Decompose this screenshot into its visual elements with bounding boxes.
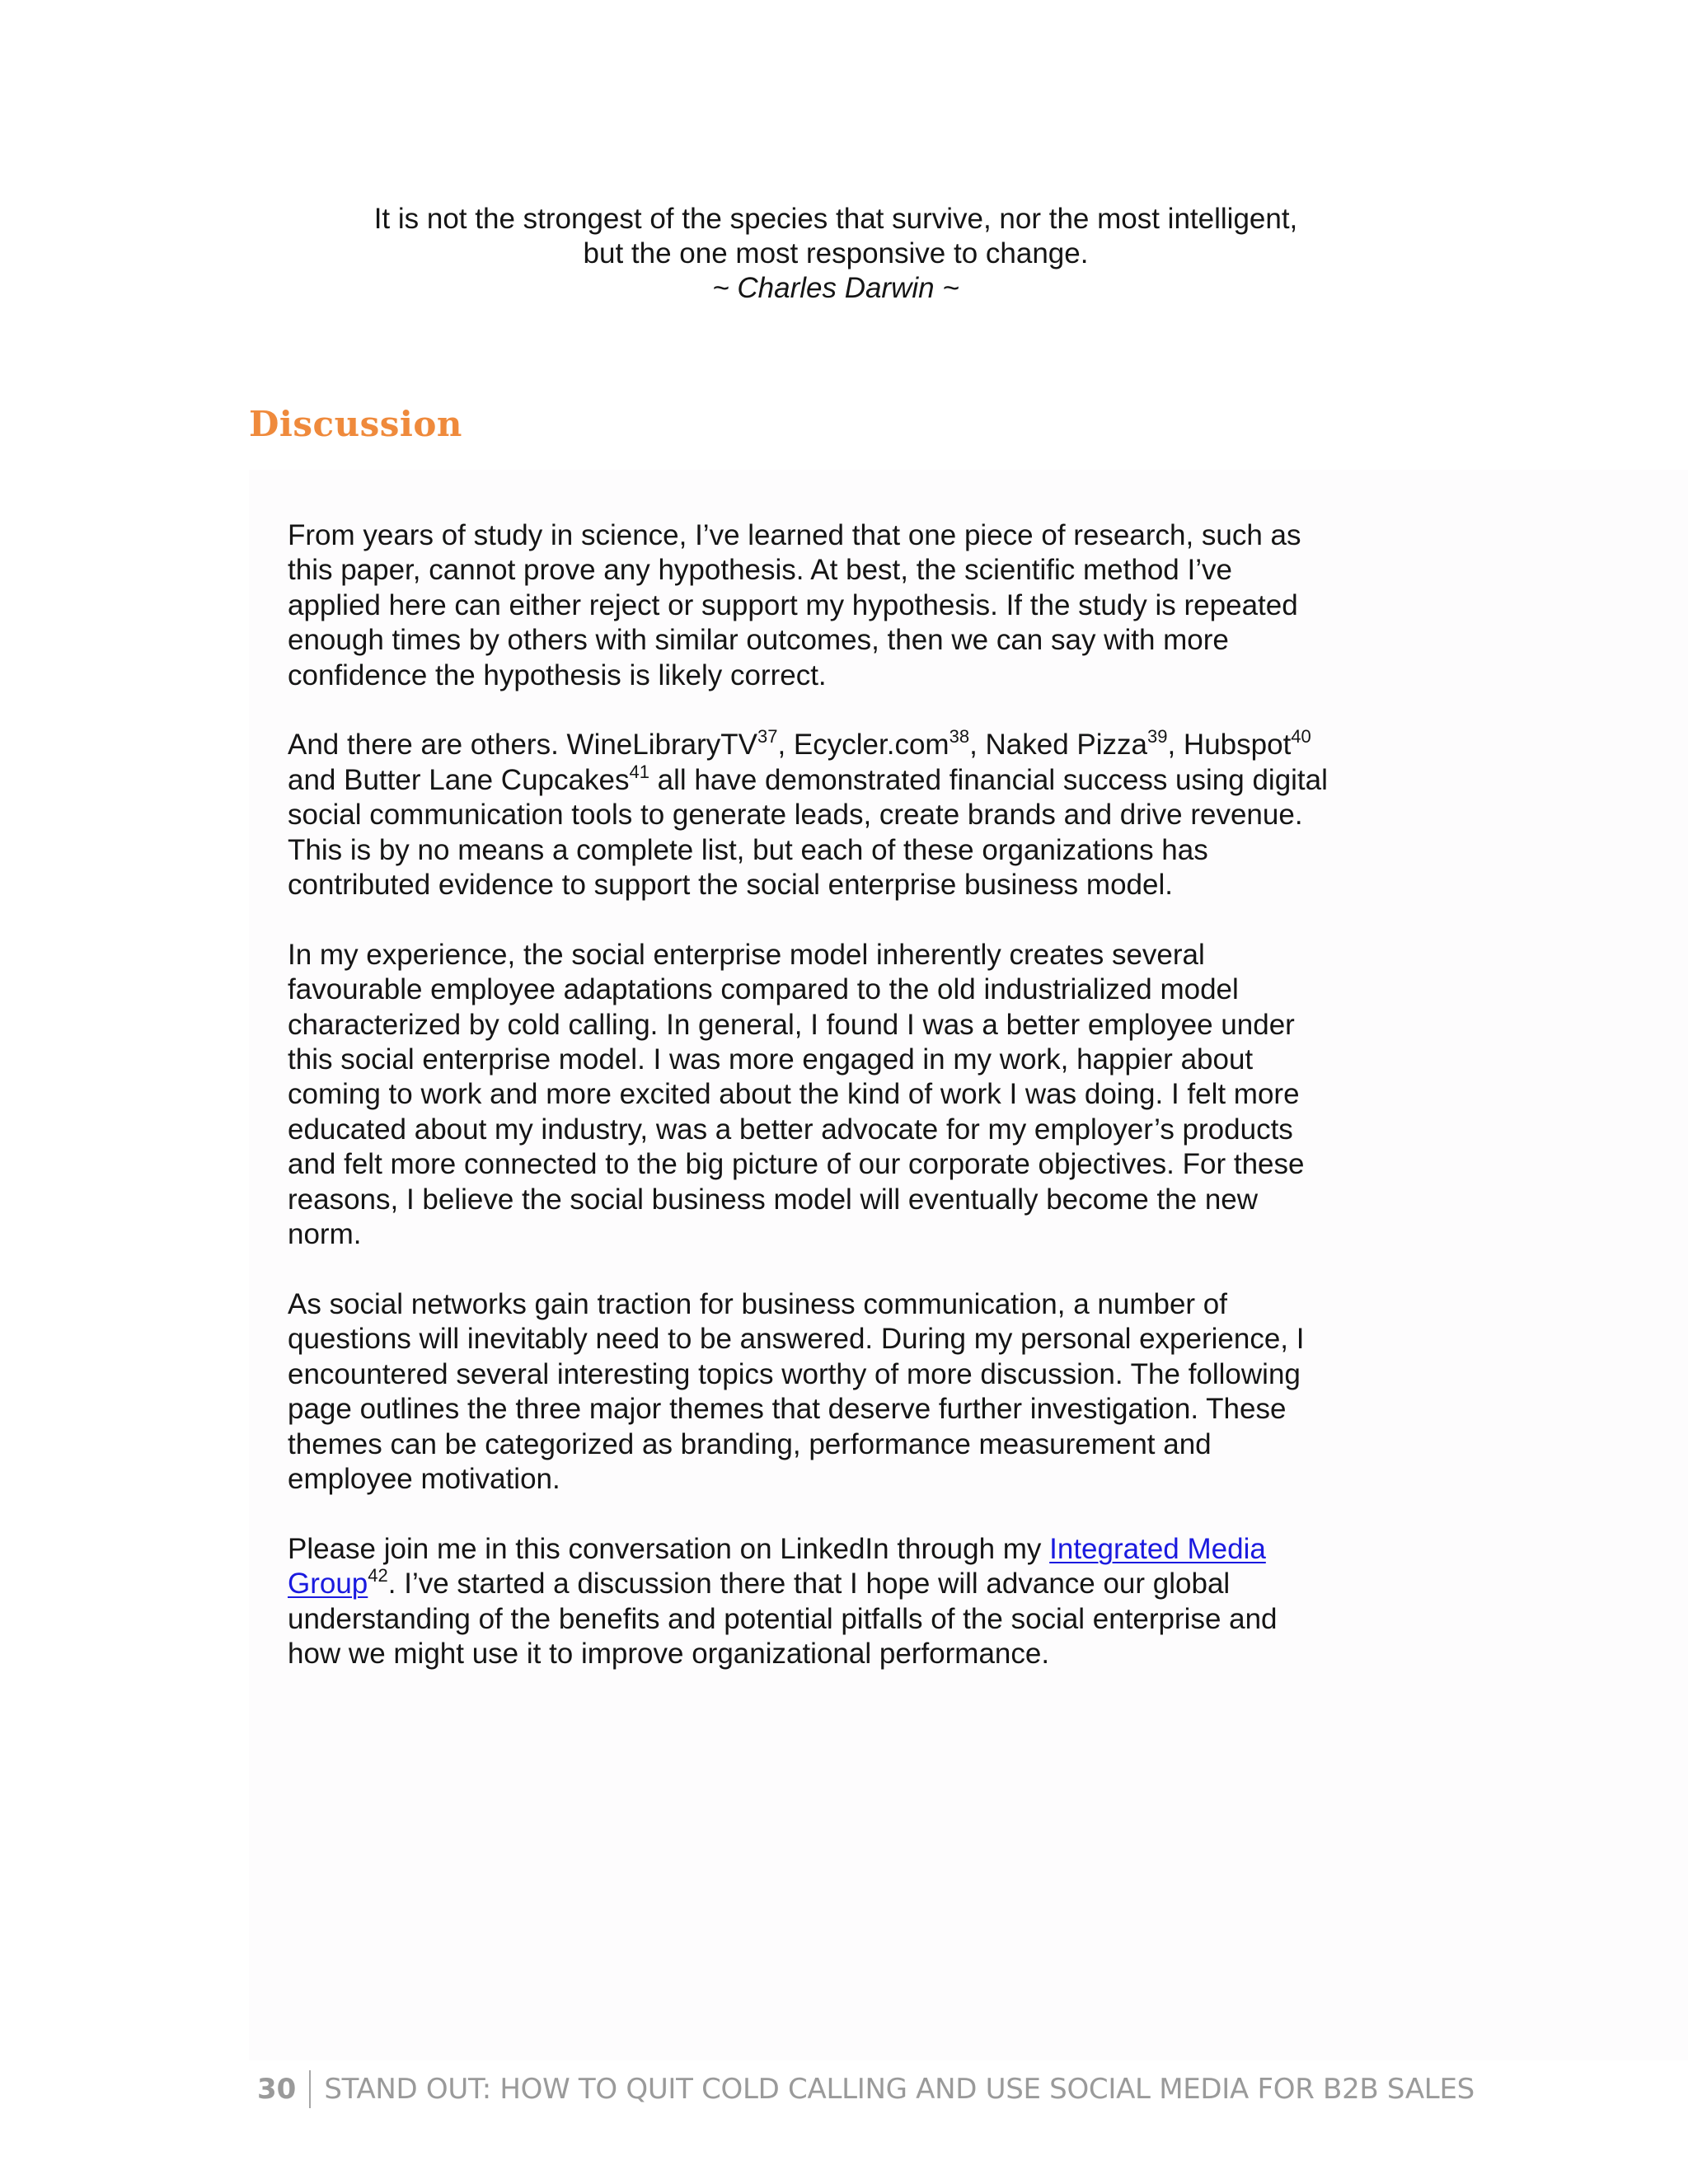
text-line: In my experience, the social enterprise model inherently creates several [288, 938, 1205, 971]
book-title: STAND OUT: HOW TO QUIT COLD CALLING AND USE SOCIAL MEDIA FOR B2B SALES [324, 2073, 1475, 2106]
text-line: From years of study in science, I’ve learned that one piece of research, such as [288, 519, 1301, 551]
text-run: , Ecycler.com [777, 729, 950, 762]
text-line: this social enterprise model. I was more engaged in my work, happier about [288, 1043, 1254, 1076]
text-run: , Hubspot [1167, 729, 1292, 762]
footnote-ref-37[interactable]: 37 [757, 726, 778, 748]
text-line: how we might use it to improve organizational performance. [288, 1637, 1050, 1670]
text-run: Please join me in this conversation on LinkedIn through my [288, 1532, 1050, 1565]
footnote-ref-39[interactable]: 39 [1147, 726, 1168, 748]
text-line: understanding of the benefits and potential pitfalls of the social enterprise and [288, 1602, 1278, 1635]
epigraph-attribution: ~ Charles Darwin ~ [712, 272, 959, 304]
text-line: confidence the hypothesis is likely correct. [288, 658, 827, 691]
text-line: reasons, I believe the social business model will eventually become the new [288, 1183, 1259, 1216]
epigraph-line-1: It is not the strongest of the species that survive, nor the most intelligent, [373, 203, 1298, 235]
text-line: employee motivation. [288, 1462, 560, 1495]
epigraph-line-2: but the one most responsive to change. [583, 237, 1089, 269]
paragraph-themes [288, 1287, 1392, 1497]
text-line: social communication tools to generate leads, create brands and drive revenue. [288, 799, 1303, 832]
paragraph-invitation [288, 1532, 1392, 1672]
text-line: norm. [288, 1218, 362, 1251]
text-line: encountered several interesting topics worthy of more discussion. The following [288, 1357, 1301, 1390]
text-line: questions will inevitably need to be answered. During my personal experience, I [288, 1323, 1305, 1356]
text-line: page outlines the three major themes that deserve further investigation. These [288, 1393, 1287, 1426]
footnote-ref-38[interactable]: 38 [949, 726, 970, 748]
integrated-media-group-link-continued[interactable]: Group [288, 1568, 368, 1601]
page-footer [257, 2068, 1475, 2111]
text-line: coming to work and more excited about the kind of work I was doing. I felt more [288, 1078, 1300, 1111]
text-line: this paper, cannot prove any hypothesis. At best, the scientific method I’ve [288, 554, 1232, 587]
text-line: characterized by cold calling. In general, I found I was a better employee under [288, 1008, 1295, 1041]
text-run: , Naked Pizza [969, 729, 1147, 762]
text-run: And there are others. WineLibraryTV [288, 729, 757, 762]
section-heading: Discussion [249, 404, 462, 444]
text-run: and Butter Lane Cupcakes [288, 763, 630, 796]
text-run: all have demonstrated financial success using digital [649, 763, 1328, 796]
text-line: This is by no means a complete list, but each of these organizations has [288, 833, 1208, 866]
text-line: applied here can either reject or support my hypothesis. If the study is repeated [288, 588, 1298, 621]
text-line: educated about my industry, was a better advocate for my employer’s products [288, 1113, 1293, 1146]
epigraph-quote [0, 202, 1672, 306]
text-line: contributed evidence to support the social enterprise business model. [288, 869, 1173, 902]
text-line: and felt more connected to the big picture of our corporate objectives. For these [288, 1148, 1305, 1181]
page-number: 30 [257, 2073, 297, 2106]
paragraph-experience [288, 938, 1392, 1253]
text-line: favourable employee adaptations compared to the old industrialized model [288, 973, 1239, 1006]
integrated-media-group-link[interactable]: Integrated Media [1049, 1532, 1266, 1565]
text-line: enough times by others with similar outcomes, then we can say with more [288, 624, 1229, 657]
text-line: As social networks gain traction for business communication, a number of [288, 1287, 1227, 1320]
footnote-ref-41[interactable]: 41 [629, 761, 649, 782]
text-run: . I’ve started a discussion there that I hope will advance our global [387, 1568, 1231, 1601]
footer-divider [309, 2070, 311, 2108]
text-line: themes can be categorized as branding, performance measurement and [288, 1427, 1212, 1460]
paragraph-examples [288, 728, 1392, 902]
discussion-body [288, 518, 1392, 1707]
footnote-ref-42[interactable]: 42 [368, 1565, 388, 1586]
footnote-ref-40[interactable]: 40 [1291, 726, 1311, 748]
paragraph-science-method [288, 518, 1392, 693]
